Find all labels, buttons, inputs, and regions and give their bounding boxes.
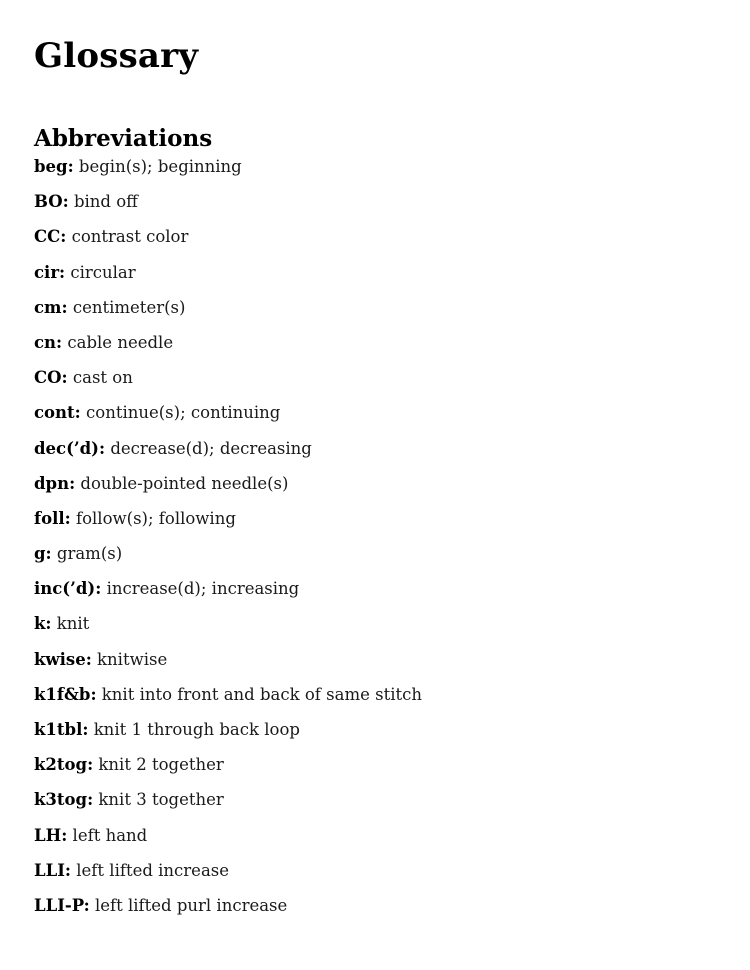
glossary-entry bbox=[34, 225, 422, 260]
glossary-entry bbox=[34, 437, 422, 472]
abbreviation-term: CC: bbox=[34, 227, 67, 247]
glossary-entry bbox=[34, 683, 422, 718]
abbreviation-term: LLI-P: bbox=[34, 895, 90, 915]
glossary-entry bbox=[34, 753, 422, 788]
abbreviation-term: dec(’d): bbox=[34, 438, 106, 458]
glossary-entry bbox=[34, 507, 422, 542]
abbreviation-term: LH: bbox=[34, 825, 68, 845]
abbreviation-term: kwise: bbox=[34, 649, 92, 669]
glossary-entry bbox=[34, 401, 422, 436]
abbreviation-definition: left lifted purl increase bbox=[94, 895, 288, 915]
page-title: Glossary bbox=[34, 36, 199, 76]
abbreviation-term: k3tog: bbox=[34, 790, 94, 810]
abbreviation-term: dpn: bbox=[34, 473, 76, 493]
abbreviation-definition: knit 1 through back loop bbox=[93, 720, 300, 739]
glossary-entry bbox=[34, 612, 422, 647]
glossary-entry bbox=[34, 859, 422, 894]
abbreviation-term: cir: bbox=[34, 262, 66, 282]
abbreviation-term: g: bbox=[34, 544, 52, 564]
glossary-entry bbox=[34, 296, 422, 331]
abbreviation-definition: cast on bbox=[72, 368, 133, 388]
abbreviation-definition: knit into front and back of same stitch bbox=[101, 684, 422, 704]
abbreviation-term: LLI: bbox=[34, 860, 72, 880]
abbreviation-definition: gram(s) bbox=[56, 544, 123, 564]
glossary-entry bbox=[34, 788, 422, 823]
abbreviation-definition: left lifted increase bbox=[76, 860, 230, 880]
abbreviation-term: BO: bbox=[34, 192, 69, 212]
glossary-entry bbox=[34, 331, 422, 366]
abbreviation-definition: circular bbox=[70, 262, 136, 282]
glossary-entry bbox=[34, 472, 422, 507]
abbreviation-term: k2tog: bbox=[34, 755, 94, 775]
abbreviation-definition: increase(d); increasing bbox=[106, 579, 300, 599]
abbreviation-definition: continue(s); continuing bbox=[86, 403, 281, 423]
abbreviation-definition: cable needle bbox=[67, 332, 174, 352]
glossary-entry bbox=[34, 824, 422, 859]
abbreviation-term: CO: bbox=[34, 368, 68, 388]
abbreviation-term: cn: bbox=[34, 332, 63, 352]
abbreviation-term: inc(’d): bbox=[34, 579, 102, 599]
section-heading-abbreviations: Abbreviations bbox=[34, 125, 213, 152]
abbreviation-definition: left hand bbox=[72, 825, 148, 845]
glossary-entry bbox=[34, 577, 422, 612]
glossary-entry bbox=[34, 190, 422, 225]
glossary-entry bbox=[34, 648, 422, 683]
glossary-entry bbox=[34, 155, 422, 190]
abbreviation-definition: contrast color bbox=[71, 227, 189, 247]
abbreviation-term: cont: bbox=[34, 403, 81, 423]
abbreviation-definition: bind off bbox=[73, 192, 138, 212]
abbreviation-definition: decrease(d); decreasing bbox=[110, 438, 312, 458]
abbreviation-term: k1tbl: bbox=[34, 720, 89, 739]
glossary-entry bbox=[34, 894, 422, 929]
glossary-entry bbox=[34, 542, 422, 577]
glossary-entry bbox=[34, 366, 422, 401]
glossary-entry bbox=[34, 261, 422, 296]
abbreviation-definition: knit 3 together bbox=[98, 790, 224, 810]
abbreviation-term: beg: bbox=[34, 157, 74, 176]
abbreviation-definition: follow(s); following bbox=[75, 508, 236, 528]
abbreviation-definition: knit bbox=[56, 614, 90, 634]
abbreviation-definition: double-pointed needle(s) bbox=[80, 473, 289, 493]
abbreviation-definition: begin(s); beginning bbox=[78, 157, 242, 176]
abbreviation-term: k: bbox=[34, 614, 52, 634]
glossary-entry bbox=[34, 718, 422, 753]
abbreviation-definition: centimeter(s) bbox=[72, 297, 186, 317]
abbreviation-term: cm: bbox=[34, 297, 68, 317]
abbreviation-definition: knit 2 together bbox=[98, 755, 224, 775]
abbreviation-term: foll: bbox=[34, 508, 71, 528]
abbreviation-definition: knitwise bbox=[97, 649, 168, 669]
abbreviation-list bbox=[34, 155, 422, 929]
abbreviation-term: k1f&b: bbox=[34, 684, 97, 704]
